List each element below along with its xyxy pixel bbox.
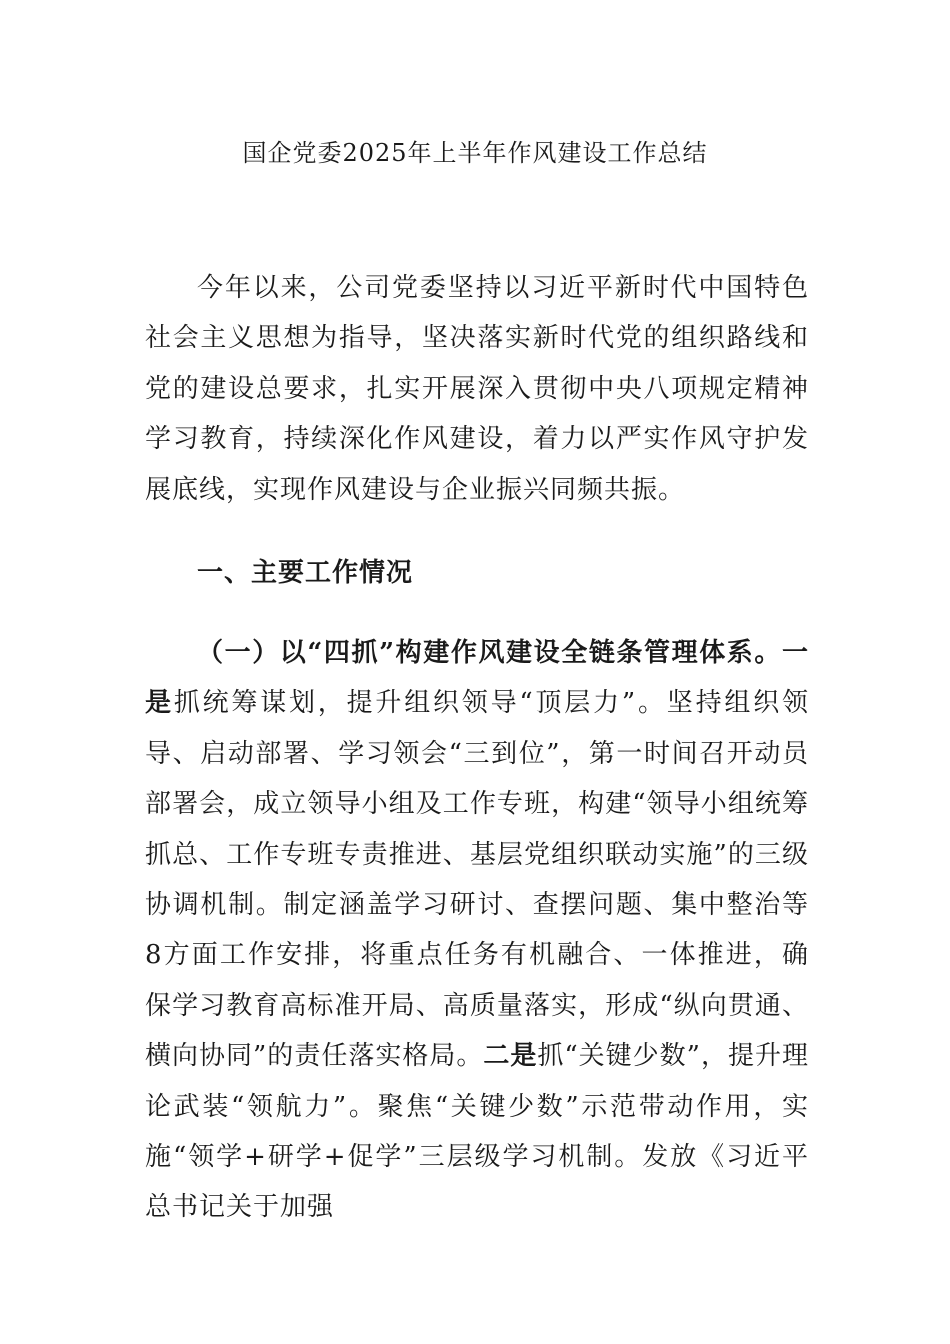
point-label-1: 一是	[145, 638, 809, 719]
point-text-1: 抓统筹谋划，提升组织领导“顶层力”。坚持组织领导、启动部署、学习领会“三到位”，第一时间召开动员部署会，成立领导小组及工作专班，构建“领导小组统筹抓总、工作专班专责推进、基层党组织联动实施”的三级协调机制。制定涵盖学习研讨、查摆问题、集中整治等8方面工作安排，将重点任务有机融合、一体推进，确保学习教育高标准开局、高质量落实，形成“纵向贯通、横向协同”的责任落实格局。	[145, 688, 809, 1072]
subsection-heading: （一）以“四抓”构建作风建设全链条管理体系。	[197, 638, 782, 668]
point-label-2: 二是	[483, 1041, 538, 1072]
section-heading-main-work: 一、主要工作情况	[197, 558, 414, 588]
document-title: 国企党委2025年上半年作风建设工作总结	[242, 139, 708, 167]
intro-paragraph: 今年以来，公司党委坚持以习近平新时代中国特色社会主义思想为指导，坚决落实新时代党的组织路线和党的建设总要求，扎实开展深入贯彻中央八项规定精神学习教育，持续深化作风建设，着力以严实作风守护发展底线，实现作风建设与企业振兴同频共振。	[145, 273, 809, 505]
subsection-paragraph	[145, 628, 809, 1233]
point-text-2: 抓“关键少数”，提升理论武装“领航力”。聚焦“关键少数”示范带动作用，实施“领学+研学+促学”三层级学习机制。发放《习近平总书记关于加强	[145, 1041, 809, 1223]
